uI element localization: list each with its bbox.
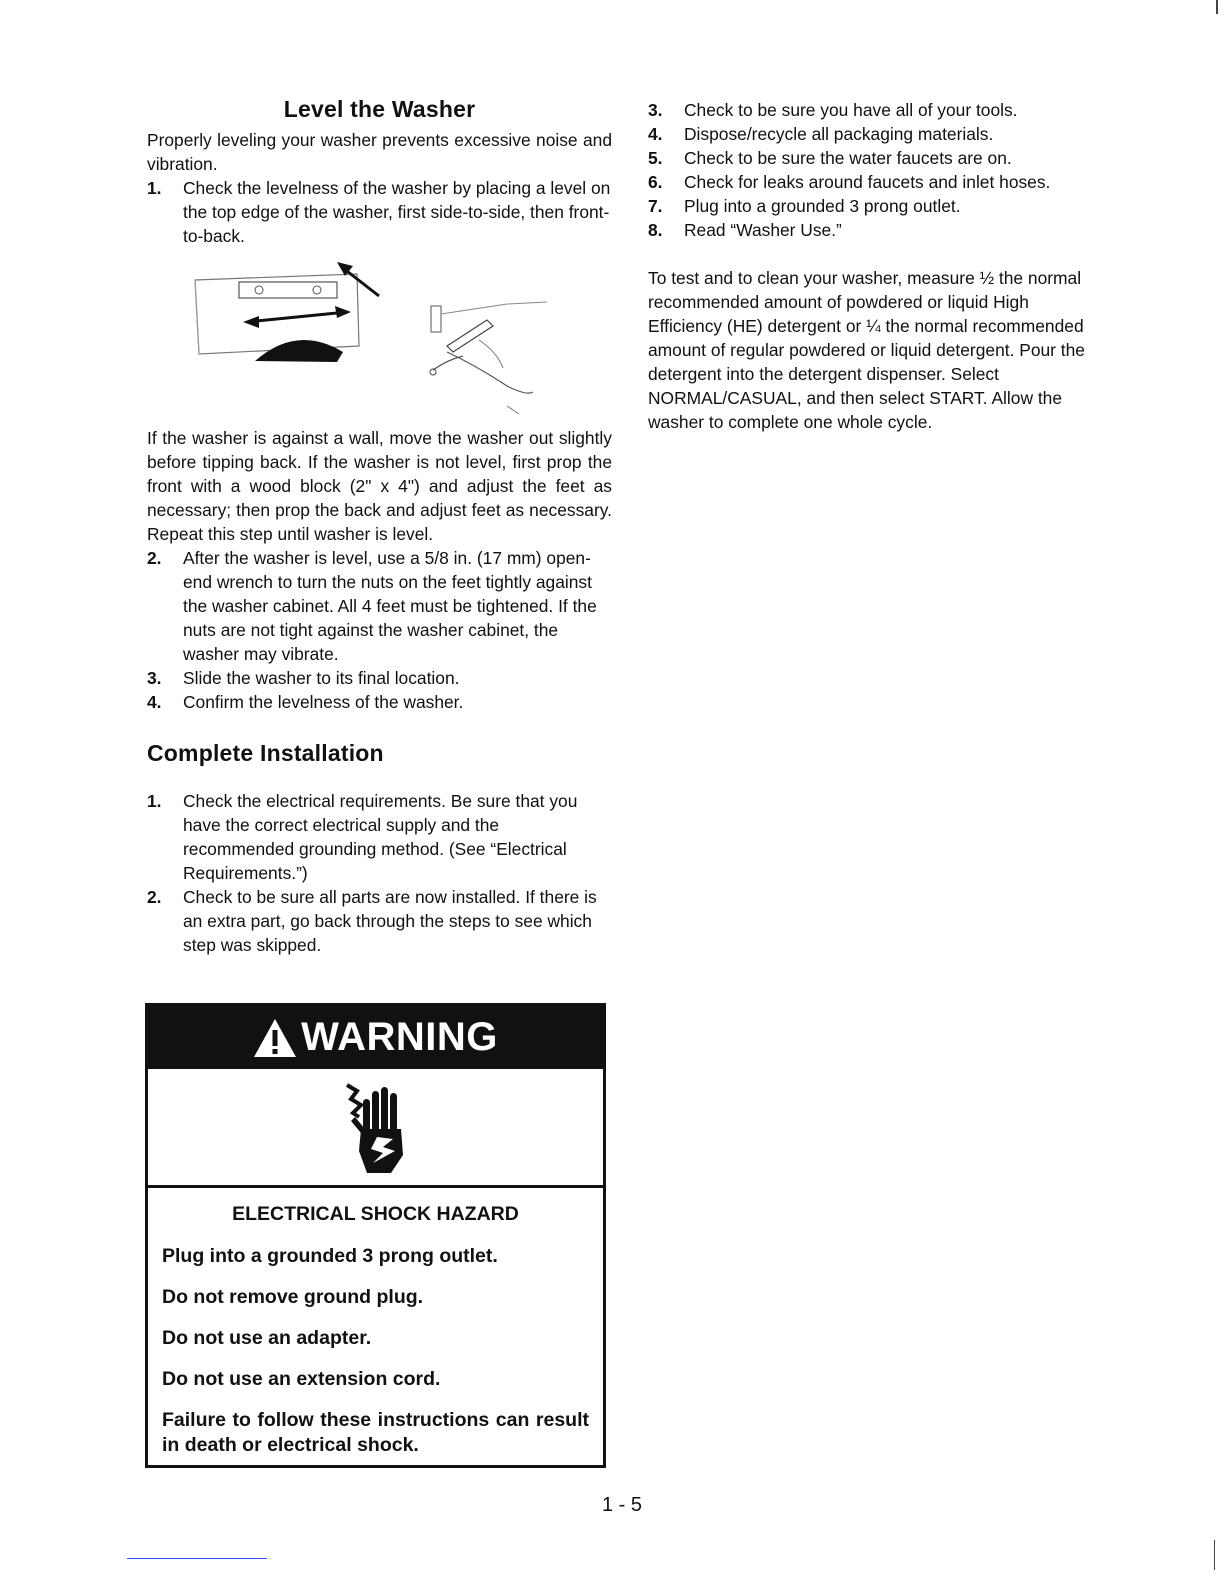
divider (127, 1558, 267, 1559)
step-text: Check to be sure all parts are now installed. If there is an extra part, go back through the steps to see which step was skipped. (183, 887, 597, 955)
test-paragraph: To test and to clean your washer, measure ½ the normal recommended amount of powdered or liquid High Efficiency (HE) detergent or ¼ the normal recommended amount of regular powdered or liquid detergent. Pour the detergent into the detergent dispenser. Select NORMAL/CASUAL, and then select START. Allow the washer to complete one whole cycle. (648, 268, 1085, 432)
level-intro: Properly leveling your washer prevents excessive noise and vibration. (147, 130, 612, 174)
warning-icon-area (148, 1069, 603, 1188)
step-number: 1. (147, 791, 162, 811)
complete-steps (147, 789, 612, 957)
step-text: After the washer is level, use a 5/8 in. (17 mm) open-end wrench to turn the nuts on the feet tightly against the washer cabinet. All 4 feet must be tightened. If the nuts are not tight against the washer cabinet, the washer may vibrate. (183, 548, 597, 664)
list-item (648, 146, 1103, 170)
warning-box (145, 1003, 606, 1468)
step-number: 4. (147, 692, 162, 712)
warning-body (148, 1188, 603, 1458)
step-text: Check for leaks around faucets and inlet hoses. (684, 172, 1051, 192)
warning-line: Do not use an extension cord. (162, 1368, 441, 1390)
list-item (147, 789, 612, 885)
list-item (648, 218, 1103, 242)
step-number: 7. (648, 196, 663, 216)
warning-header (148, 1006, 603, 1069)
level-paragraph: If the washer is against a wall, move the washer out slightly before tipping back. If the washer is not level, first prop the front with a wood block (2" x 4") and adjust the feet as necessary; then prop the back and adjust feet as necessary. Repeat this step until washer is level. (147, 428, 612, 544)
list-item (147, 690, 612, 714)
warning-final: Failure to follow these instructions can result in death or electrical shock. (162, 1409, 589, 1456)
step-number: 2. (147, 887, 162, 907)
level-steps-first (147, 176, 612, 248)
level-steps-rest (147, 546, 612, 714)
step-number: 4. (648, 124, 663, 144)
left-column (147, 96, 612, 957)
divider (1214, 1540, 1215, 1570)
list-item (147, 176, 612, 248)
warning-title: WARNING (301, 1015, 498, 1059)
list-item (147, 546, 612, 666)
page-number: 1 - 5 (602, 1494, 643, 1516)
right-column (648, 98, 1103, 434)
step-number: 2. (147, 548, 162, 568)
divider (1216, 0, 1218, 14)
step-text: Check to be sure the water faucets are on. (684, 148, 1012, 168)
electrical-shock-hand-icon (343, 1077, 413, 1177)
washer-level-illustration (147, 256, 612, 426)
step-text: Confirm the levelness of the washer. (183, 692, 464, 712)
section-title-level: Level the Washer (283, 96, 476, 122)
list-item (648, 98, 1103, 122)
list-item (147, 885, 612, 957)
step-text: Read “Washer Use.” (684, 220, 842, 240)
step-text: Dispose/recycle all packaging materials. (684, 124, 994, 144)
hazard-title: ELECTRICAL SHOCK HAZARD (232, 1203, 519, 1225)
warning-line: Do not use an adapter. (162, 1327, 372, 1349)
final-steps (648, 98, 1103, 242)
step-number: 3. (147, 668, 162, 688)
list-item (648, 122, 1103, 146)
section-title-complete: Complete Installation (147, 740, 384, 766)
warning-line: Do not remove ground plug. (162, 1286, 424, 1308)
list-item (147, 666, 612, 690)
list-item (648, 170, 1103, 194)
step-number: 6. (648, 172, 663, 192)
warning-triangle-icon (253, 1018, 297, 1058)
step-number: 1. (147, 178, 162, 198)
washer-level-drawing (147, 256, 612, 426)
step-number: 3. (648, 100, 663, 120)
list-item (648, 194, 1103, 218)
step-text: Plug into a grounded 3 prong outlet. (684, 196, 961, 216)
step-text: Check the levelness of the washer by placing a level on the top edge of the washer, first side-to-side, then front-to-back. (183, 178, 611, 246)
step-text: Slide the washer to its final location. (183, 668, 460, 688)
step-text: Check to be sure you have all of your tools. (684, 100, 1018, 120)
step-number: 5. (648, 148, 663, 168)
warning-line: Plug into a grounded 3 prong outlet. (162, 1245, 498, 1267)
step-number: 8. (648, 220, 663, 240)
step-text: Check the electrical requirements. Be sure that you have the correct electrical supply and the recommended grounding method. (See “Electrical Requirements.”) (183, 791, 578, 883)
